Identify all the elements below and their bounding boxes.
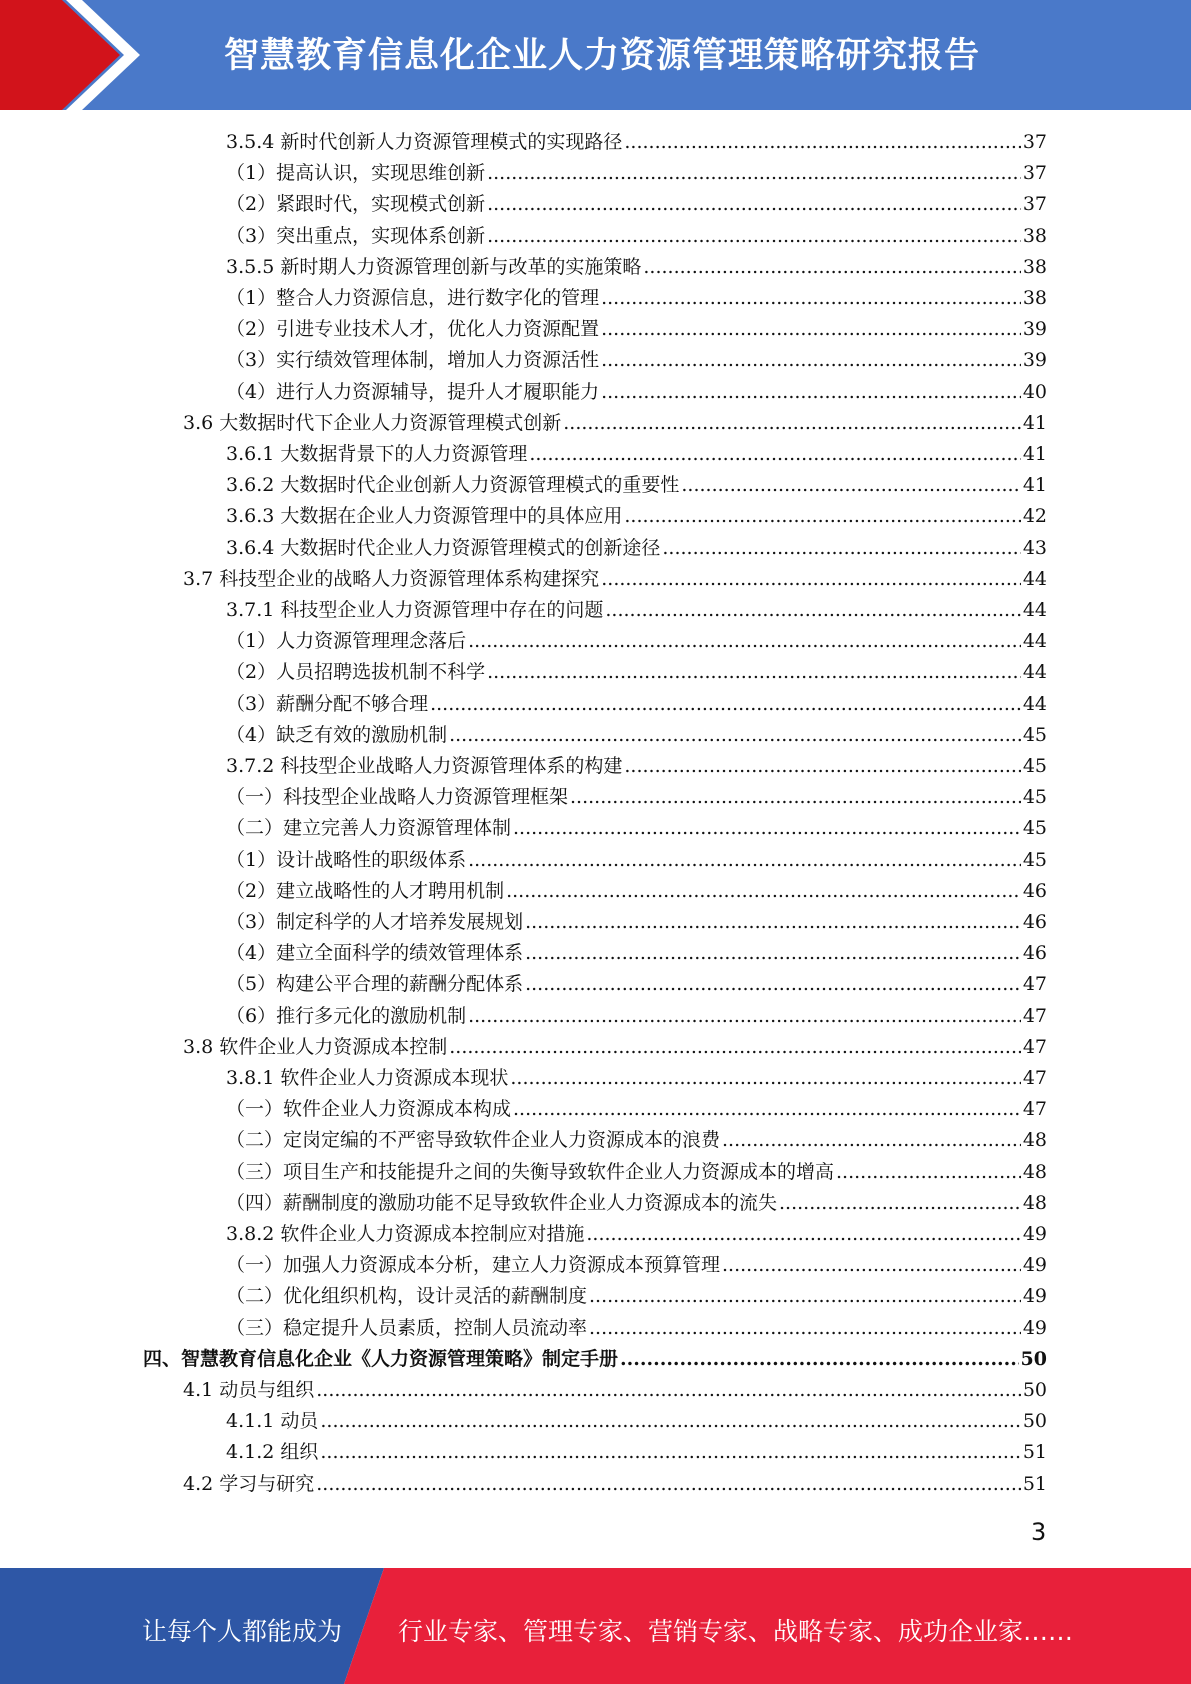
toc-dot-leader (468, 845, 1021, 876)
toc-entry-page: 50 (1020, 1347, 1047, 1370)
toc-dot-leader (529, 439, 1020, 470)
toc-entry-label: （二）优化组织机构，设计灵活的薪酬制度 (226, 1285, 588, 1308)
toc-entry-page: 37 (1022, 162, 1047, 185)
toc-entry-page: 46 (1022, 879, 1047, 902)
toc-entry-page: 38 (1022, 224, 1047, 247)
toc-entry-label: （4）进行人力资源辅导，提升人才履职能力 (226, 380, 600, 403)
toc-entry-page: 45 (1022, 817, 1047, 840)
toc-entry[interactable] (226, 1281, 1047, 1312)
toc-entry-page: 48 (1022, 1129, 1047, 1152)
toc-entry[interactable] (226, 221, 1047, 252)
toc-entry-label: 3.6 大数据时代下企业人力资源管理模式创新 (183, 411, 562, 434)
toc-dot-leader (589, 1281, 1021, 1312)
toc-entry-page: 44 (1022, 692, 1047, 715)
toc-entry[interactable] (226, 252, 1047, 283)
toc-entry[interactable] (226, 689, 1047, 720)
toc-dot-leader (722, 1250, 1021, 1281)
toc-dot-leader (316, 1469, 1021, 1500)
toc-entry-page: 47 (1022, 973, 1047, 996)
toc-entry-page: 49 (1022, 1316, 1047, 1339)
toc-entry-page: 38 (1022, 287, 1047, 309)
toc-entry[interactable] (183, 1375, 1047, 1406)
toc-entry-page: 47 (1022, 1067, 1047, 1089)
document-title: 智慧教育信息化企业人力资源管理策略研究报告 (224, 36, 981, 76)
toc-entry[interactable] (226, 907, 1047, 938)
toc-entry-page: 43 (1022, 536, 1047, 559)
toc-dot-leader (525, 907, 1021, 938)
toc-dot-leader (468, 626, 1021, 657)
toc-entry[interactable] (226, 1063, 1047, 1094)
toc-dot-leader (779, 1188, 1021, 1219)
toc-entry-label: （5）构建公平合理的薪酬分配体系 (226, 973, 524, 996)
toc-dot-leader (589, 1313, 1021, 1344)
toc-entry[interactable] (226, 470, 1047, 501)
toc-dot-leader (506, 876, 1021, 907)
toc-dot-leader (513, 1094, 1021, 1125)
toc-entry-page: 47 (1022, 1035, 1047, 1058)
toc-dot-leader (510, 1063, 1020, 1094)
toc-dot-leader (624, 751, 1020, 782)
toc-dot-leader (487, 158, 1021, 189)
toc-entry-page: 39 (1022, 318, 1047, 341)
header-chevron-icon (0, 0, 160, 110)
toc-entry-label: （一）软件企业人力资源成本构成 (226, 1098, 512, 1121)
toc-entry-label: （4）建立全面科学的绩效管理体系 (226, 942, 524, 965)
toc-entry-label: 3.8.2 软件企业人力资源成本控制应对措施 (226, 1223, 585, 1245)
toc-entry-page: 42 (1022, 505, 1047, 528)
toc-entry-label: 4.1.2 组织 (226, 1441, 319, 1464)
toc-entry-label: （3）实行绩效管理体制，增加人力资源活性 (226, 349, 600, 372)
toc-entry[interactable] (226, 127, 1047, 158)
toc-dot-leader (525, 969, 1021, 1000)
toc-entry-label: （2）人员招聘选拔机制不科学 (226, 661, 486, 684)
toc-dot-leader (662, 533, 1020, 564)
toc-entry[interactable] (226, 1094, 1047, 1125)
toc-entry-page: 39 (1022, 349, 1047, 372)
toc-entry[interactable] (226, 533, 1047, 564)
toc-entry-label: 四、智慧教育信息化企业《人力资源管理策略》制定手册 (143, 1347, 619, 1370)
toc-dot-leader (681, 470, 1020, 501)
toc-entry-label: （1）提高认识，实现思维创新 (226, 162, 486, 185)
toc-dot-leader (316, 1375, 1021, 1406)
toc-entry-label: 3.5.4 新时代创新人力资源管理模式的实现路径 (226, 131, 623, 153)
toc-entry-label: （1）设计战略性的职级体系 (226, 848, 467, 871)
toc-entry[interactable] (226, 501, 1047, 532)
toc-entry-label: （3）突出重点，实现体系创新 (226, 224, 486, 247)
toc-entry-label: （三）项目生产和技能提升之间的失衡导致软件企业人力资源成本的增高 (226, 1160, 835, 1183)
toc-entry-label: （二）建立完善人力资源管理体制 (226, 817, 512, 840)
toc-entry[interactable] (226, 969, 1047, 1000)
footer-slogan-right: 行业专家、管理专家、营销专家、战略专家、成功企业家…… (398, 1617, 1074, 1646)
toc-entry-label: 3.5.5 新时期人力资源管理创新与改革的实施策略 (226, 255, 642, 278)
toc-dot-leader (643, 252, 1020, 283)
page-footer (0, 1568, 1191, 1684)
toc-dot-leader (620, 1344, 1019, 1375)
toc-dot-leader (836, 1157, 1021, 1188)
toc-entry-label: （四）薪酬制度的激励功能不足导致软件企业人力资源成本的流失 (226, 1191, 778, 1214)
toc-entry-page: 45 (1022, 723, 1047, 746)
toc-entry-label: （2）建立战略性的人才聘用机制 (226, 879, 505, 902)
toc-entry[interactable] (226, 377, 1047, 408)
toc-entry-label: 3.7.2 科技型企业战略人力资源管理体系的构建 (226, 755, 623, 777)
toc-entry-page: 50 (1022, 1410, 1047, 1433)
toc-entry[interactable] (226, 782, 1047, 813)
toc-entry[interactable] (226, 314, 1047, 345)
toc-entry-page: 37 (1022, 193, 1047, 216)
page-number: 3 (1031, 1518, 1047, 1546)
toc-entry-page: 40 (1022, 380, 1047, 403)
toc-entry[interactable] (226, 845, 1047, 876)
toc-entry-page: 49 (1022, 1285, 1047, 1308)
toc-dot-leader (320, 1437, 1020, 1468)
toc-entry-page: 44 (1022, 567, 1047, 590)
toc-entry-page: 46 (1022, 942, 1047, 965)
footer-slogan-left: 让每个人都能成为 (142, 1617, 343, 1646)
toc-entry-label: （三）稳定提升人员素质，控制人员流动率 (226, 1316, 588, 1339)
toc-entry[interactable] (226, 1125, 1047, 1156)
toc-entry[interactable] (226, 1157, 1047, 1188)
toc-dot-leader (513, 813, 1021, 844)
toc-entry[interactable] (183, 1032, 1047, 1063)
toc-entry[interactable] (226, 626, 1047, 657)
toc-entry-page: 49 (1022, 1223, 1047, 1245)
toc-entry[interactable] (226, 345, 1047, 376)
toc-entry-label: （一）加强人力资源成本分析，建立人力资源成本预算管理 (226, 1254, 721, 1277)
toc-entry[interactable] (226, 1406, 1047, 1437)
toc-entry-label: 4.2 学习与研究 (183, 1472, 315, 1495)
toc-dot-leader (601, 377, 1021, 408)
toc-entry[interactable] (226, 1313, 1047, 1344)
toc-entry-page: 41 (1022, 443, 1047, 465)
toc-entry-label: （3）制定科学的人才培养发展规划 (226, 911, 524, 933)
toc-entry-label: （3）薪酬分配不够合理 (226, 692, 429, 715)
toc-dot-leader (320, 1406, 1020, 1437)
toc-entry-label: 3.8 软件企业人力资源成本控制 (183, 1035, 448, 1058)
toc-entry-label: （二）定岗定编的不严密导致软件企业人力资源成本的浪费 (226, 1129, 721, 1152)
toc-entry[interactable] (183, 1469, 1047, 1500)
toc-entry[interactable] (183, 408, 1047, 439)
toc-dot-leader (487, 221, 1021, 252)
toc-entry-label: 3.7.1 科技型企业人力资源管理中存在的问题 (226, 599, 604, 621)
toc-dot-leader (601, 283, 1021, 314)
toc-entry[interactable] (226, 189, 1047, 220)
toc-entry[interactable] (226, 1250, 1047, 1281)
toc-entry[interactable] (226, 657, 1047, 688)
toc-entry-label: 3.8.1 软件企业人力资源成本现状 (226, 1067, 509, 1089)
toc-dot-leader (601, 314, 1021, 345)
toc-dot-leader (605, 595, 1020, 626)
toc-entry-page: 44 (1022, 630, 1047, 653)
toc-entry-page: 47 (1022, 1098, 1047, 1121)
toc-entry[interactable] (226, 938, 1047, 969)
toc-entry[interactable] (226, 158, 1047, 189)
toc-dot-leader (525, 938, 1021, 969)
toc-entry-page: 41 (1022, 474, 1047, 497)
toc-entry-page: 49 (1022, 1254, 1047, 1277)
toc-entry-label: 3.7 科技型企业的战略人力资源管理体系构建探究 (183, 567, 600, 590)
toc-entry[interactable] (226, 720, 1047, 751)
toc-entry-page: 48 (1022, 1160, 1047, 1183)
toc-entry[interactable] (226, 813, 1047, 844)
toc-entry-page: 41 (1022, 411, 1047, 434)
toc-entry-label: （1）整合人力资源信息，进行数字化的管理 (226, 287, 600, 309)
toc-entry-label: （2）紧跟时代，实现模式创新 (226, 193, 486, 216)
toc-dot-leader (449, 1032, 1021, 1063)
toc-dot-leader (430, 689, 1021, 720)
toc-entry-page: 44 (1022, 599, 1047, 621)
toc-dot-leader (449, 720, 1021, 751)
toc-dot-leader (601, 345, 1021, 376)
toc-entry-page: 44 (1022, 661, 1047, 684)
toc-entry[interactable] (226, 1001, 1047, 1032)
toc-entry-page: 51 (1022, 1441, 1047, 1464)
toc-entry[interactable] (226, 283, 1047, 314)
toc-entry-label: （1）人力资源管理理念落后 (226, 630, 467, 653)
toc-dot-leader (468, 1001, 1021, 1032)
toc-dot-leader (624, 127, 1020, 158)
toc-entry[interactable] (226, 595, 1047, 626)
toc-entry-page: 38 (1022, 255, 1047, 278)
toc-entry-label: 4.1 动员与组织 (183, 1379, 315, 1401)
toc-entry[interactable] (143, 1344, 1047, 1375)
toc-entry-page: 45 (1022, 848, 1047, 871)
toc-entry-label: 3.6.4 大数据时代企业人力资源管理模式的创新途径 (226, 536, 661, 559)
toc-entry-page: 46 (1022, 911, 1047, 933)
toc-entry-label: 3.6.2 大数据时代企业创新人力资源管理模式的重要性 (226, 474, 680, 497)
toc-dot-leader (487, 657, 1021, 688)
toc-dot-leader (570, 782, 1021, 813)
toc-entry[interactable] (226, 1219, 1047, 1250)
toc-entry-page: 48 (1022, 1191, 1047, 1214)
toc-entry-label: （4）缺乏有效的激励机制 (226, 723, 448, 746)
toc-entry-label: （一）科技型企业战略人力资源管理框架 (226, 786, 569, 809)
toc-entry[interactable] (183, 564, 1047, 595)
toc-entry-page: 47 (1022, 1004, 1047, 1027)
toc-dot-leader (601, 564, 1021, 595)
toc-entry-page: 51 (1022, 1472, 1047, 1495)
toc-entry[interactable] (226, 751, 1047, 782)
toc-dot-leader (722, 1125, 1021, 1156)
toc-entry-label: （6）推行多元化的激励机制 (226, 1004, 467, 1027)
toc-entry-label: 3.6.1 大数据背景下的人力资源管理 (226, 443, 528, 465)
toc-entry[interactable] (226, 876, 1047, 907)
toc-dot-leader (586, 1219, 1020, 1250)
toc-dot-leader (624, 501, 1020, 532)
toc-entry-page: 45 (1022, 755, 1047, 777)
toc-entry[interactable] (226, 1188, 1047, 1219)
toc-entry-label: （2）引进专业技术人才，优化人力资源配置 (226, 318, 600, 341)
toc-entry-page: 37 (1022, 131, 1047, 153)
toc-entry-label: 4.1.1 动员 (226, 1410, 319, 1433)
toc-dot-leader (563, 408, 1021, 439)
page-header (0, 0, 1191, 110)
toc-entry[interactable] (226, 1437, 1047, 1468)
toc-entry[interactable] (226, 439, 1047, 470)
toc-dot-leader (487, 189, 1021, 220)
toc-entry-page: 45 (1022, 786, 1047, 809)
toc-entry-page: 50 (1022, 1379, 1047, 1401)
toc-entry-label: 3.6.3 大数据在企业人力资源管理中的具体应用 (226, 505, 623, 528)
